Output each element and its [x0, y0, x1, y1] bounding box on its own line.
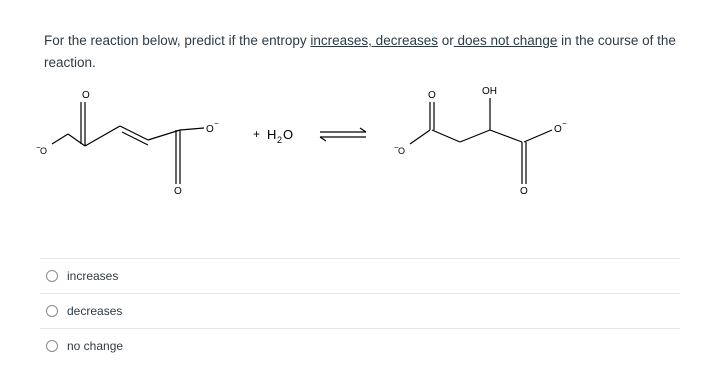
reactant-left-charge: − — [36, 143, 41, 152]
reactant-right-charge: − — [214, 119, 219, 128]
water-sub: 2 — [277, 135, 283, 145]
question-or: or — [437, 33, 454, 48]
question-underlined-options: increases, decreases — [310, 33, 438, 48]
question-underlined-no-change: does not change — [453, 33, 558, 48]
option-label: no change — [67, 339, 124, 353]
equilibrium-arrow-icon — [320, 128, 366, 141]
option-decreases[interactable] — [40, 293, 680, 328]
product-bottom-o: O — [520, 186, 528, 197]
radio-icon[interactable] — [46, 340, 58, 352]
reactant-right-oxide: O — [206, 124, 214, 135]
product-oh-label: OH — [482, 86, 497, 97]
question-suffix: in the course of the reaction. — [44, 33, 676, 70]
option-label: decreases — [67, 304, 123, 318]
product-labels — [394, 86, 567, 197]
question-text — [44, 30, 694, 74]
reactant-left-oxide: O — [40, 146, 48, 156]
product-left-oxide: O — [398, 146, 406, 156]
reaction-scheme — [30, 84, 710, 214]
option-label: increases — [67, 269, 119, 283]
product-right-oxide: O — [554, 124, 562, 135]
product-carbonyl-o: O — [428, 90, 436, 101]
product-left-charge: − — [394, 143, 399, 152]
radio-icon[interactable] — [46, 305, 58, 317]
option-no-change[interactable] — [40, 328, 680, 363]
reactant-labels — [36, 90, 219, 197]
question-prefix: For the reaction below, predict if the entropy — [44, 33, 311, 48]
water-o: O — [283, 127, 294, 142]
water-formula — [253, 127, 293, 145]
product-right-charge: − — [562, 119, 567, 128]
product-structure — [410, 98, 552, 184]
water-h: H — [267, 127, 277, 142]
plus-sign: + — [253, 127, 261, 141]
reactant-carbonyl-o: O — [82, 90, 90, 101]
option-increases[interactable] — [40, 258, 680, 293]
reactant-bottom-o: O — [174, 186, 182, 197]
reactant-structure — [52, 102, 204, 184]
radio-icon[interactable] — [46, 270, 58, 282]
